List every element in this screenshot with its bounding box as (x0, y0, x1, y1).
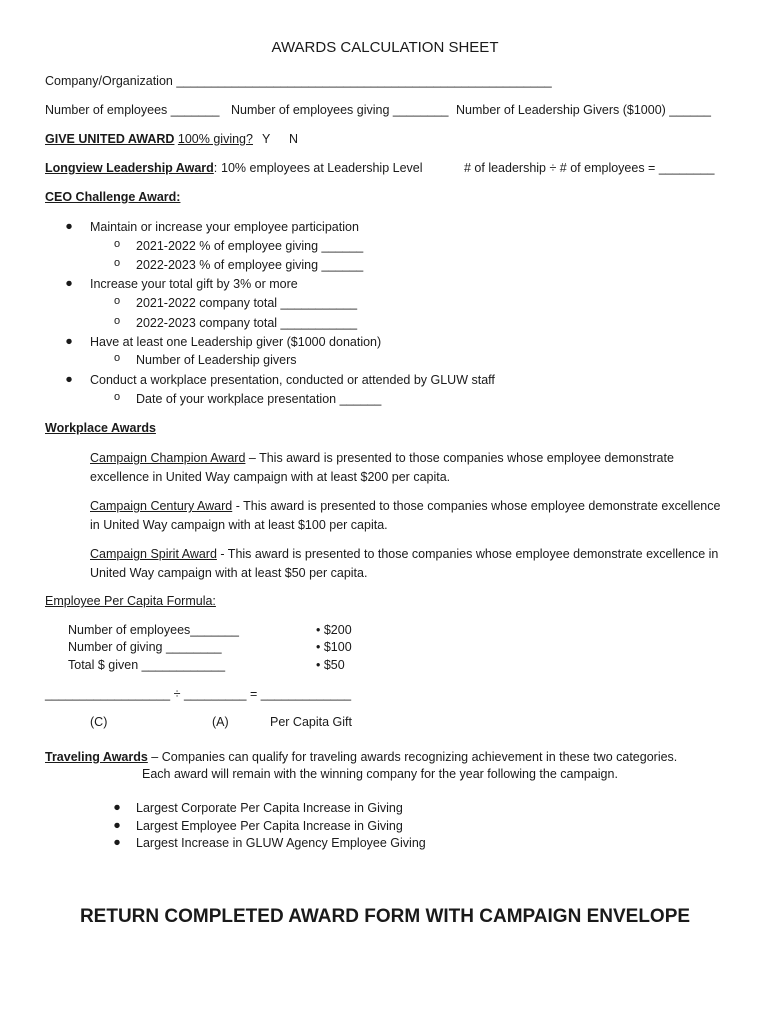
bullet-icon: ● (113, 800, 121, 814)
award-desc: United Way campaign with at least $50 per capita. (90, 565, 368, 580)
ceo-heading: CEO Challenge Award: (45, 190, 181, 204)
circle-bullet-icon: o (113, 257, 121, 269)
traveling-label: Traveling Awards (45, 750, 148, 764)
ceo-sub-field[interactable]: 2022-2023 company total ___________ (136, 316, 358, 330)
employees-count-field[interactable]: Number of employees _______ (45, 103, 220, 117)
give-united-row (45, 131, 253, 147)
give-united-label: GIVE UNITED AWARD (45, 132, 175, 146)
longview-label: Longview Leadership Award (45, 161, 214, 175)
longview-desc: 10% employees at Leadership Level (221, 161, 423, 175)
circle-bullet-icon: o (113, 315, 121, 327)
award-desc: - This award is presented to those companies whose employee demonstrate excellence in (216, 547, 719, 561)
no-option[interactable]: N (289, 132, 299, 146)
circle-bullet-icon: o (113, 352, 121, 364)
per-capita-equation-field[interactable]: __________________ ÷ _________ = _____________ (45, 687, 352, 701)
label-a: (A) (212, 715, 229, 729)
bullet-icon: ● (65, 276, 73, 290)
amount-100: • $100 (316, 640, 352, 654)
give-united-question: 100% giving? (177, 132, 253, 146)
award-desc: excellence in United Way campaign with at least $200 per capita. (90, 469, 451, 484)
formula-giving-field[interactable]: Number of giving ________ (68, 640, 222, 654)
formula-total-field[interactable]: Total $ given ____________ (68, 658, 226, 672)
longview-formula-field[interactable]: # of leadership ÷ # of employees = ________ (464, 161, 715, 175)
award-desc: – This award is presented to those companies whose employee demonstrate (245, 451, 674, 465)
traveling-desc-2: Each award will remain with the winning company for the year following the campaign. (142, 767, 618, 781)
bullet-icon: ● (65, 219, 73, 233)
longview-colon: : (213, 161, 218, 175)
ceo-sub-field[interactable]: 2021-2022 % of employee giving ______ (136, 239, 364, 253)
bullet-icon: ● (113, 818, 121, 832)
ceo-sub-field[interactable]: 2021-2022 company total ___________ (136, 296, 358, 310)
ceo-sub-field[interactable]: Date of your workplace presentation ______ (136, 392, 382, 406)
award-name: Campaign Spirit Award (90, 547, 217, 561)
traveling-item: Largest Increase in GLUW Agency Employee Giving (136, 836, 426, 850)
bullet-icon: ● (113, 835, 121, 849)
ceo-item: Increase your total gift by 3% or more (90, 277, 298, 291)
amount-200: • $200 (316, 623, 352, 637)
workplace-heading: Workplace Awards (45, 421, 156, 435)
longview-row (45, 160, 217, 176)
award-desc: in United Way campaign with at least $100 per capita. (90, 517, 388, 532)
award-name: Campaign Champion Award (90, 451, 246, 465)
bullet-icon: ● (65, 334, 73, 348)
company-field[interactable]: Company/Organization ______________________________________________________ (45, 74, 552, 88)
award-spirit (90, 545, 740, 582)
circle-bullet-icon: o (113, 295, 121, 307)
ceo-item: Have at least one Leadership giver ($1000 donation) (90, 335, 382, 349)
circle-bullet-icon: o (113, 238, 121, 250)
label-c: (C) (90, 715, 108, 729)
ceo-item: Maintain or increase your employee participation (90, 220, 359, 234)
traveling-item: Largest Corporate Per Capita Increase in Giving (136, 801, 403, 815)
label-per-capita-gift: Per Capita Gift (270, 715, 352, 729)
award-desc: - This award is presented to those companies whose employee demonstrate excellence (232, 499, 721, 513)
return-instructions: RETURN COMPLETED AWARD FORM WITH CAMPAIGN ENVELOPE (79, 906, 691, 927)
award-name: Campaign Century Award (90, 499, 233, 513)
ceo-item: Conduct a workplace presentation, conducted or attended by GLUW staff (90, 373, 495, 387)
traveling-row (45, 749, 677, 765)
circle-bullet-icon: o (113, 391, 121, 403)
traveling-item: Largest Employee Per Capita Increase in Giving (136, 819, 403, 833)
award-champion (90, 449, 740, 486)
ceo-sub-item: Number of Leadership givers (136, 353, 297, 367)
yes-option[interactable]: Y (262, 132, 271, 146)
page-title: AWARDS CALCULATION SHEET (271, 39, 499, 56)
employees-giving-field[interactable]: Number of employees giving ________ (231, 103, 449, 117)
ceo-sub-field[interactable]: 2022-2023 % of employee giving ______ (136, 258, 364, 272)
bullet-icon: ● (65, 372, 73, 386)
formula-heading: Employee Per Capita Formula: (45, 594, 216, 608)
traveling-desc: – Companies can qualify for traveling awards recognizing achievement in these two categories. (147, 750, 678, 764)
amount-50: • $50 (316, 658, 345, 672)
leadership-givers-field[interactable]: Number of Leadership Givers ($1000) ______ (456, 103, 712, 117)
formula-employees-field[interactable]: Number of employees_______ (68, 623, 239, 637)
award-century (90, 497, 740, 534)
